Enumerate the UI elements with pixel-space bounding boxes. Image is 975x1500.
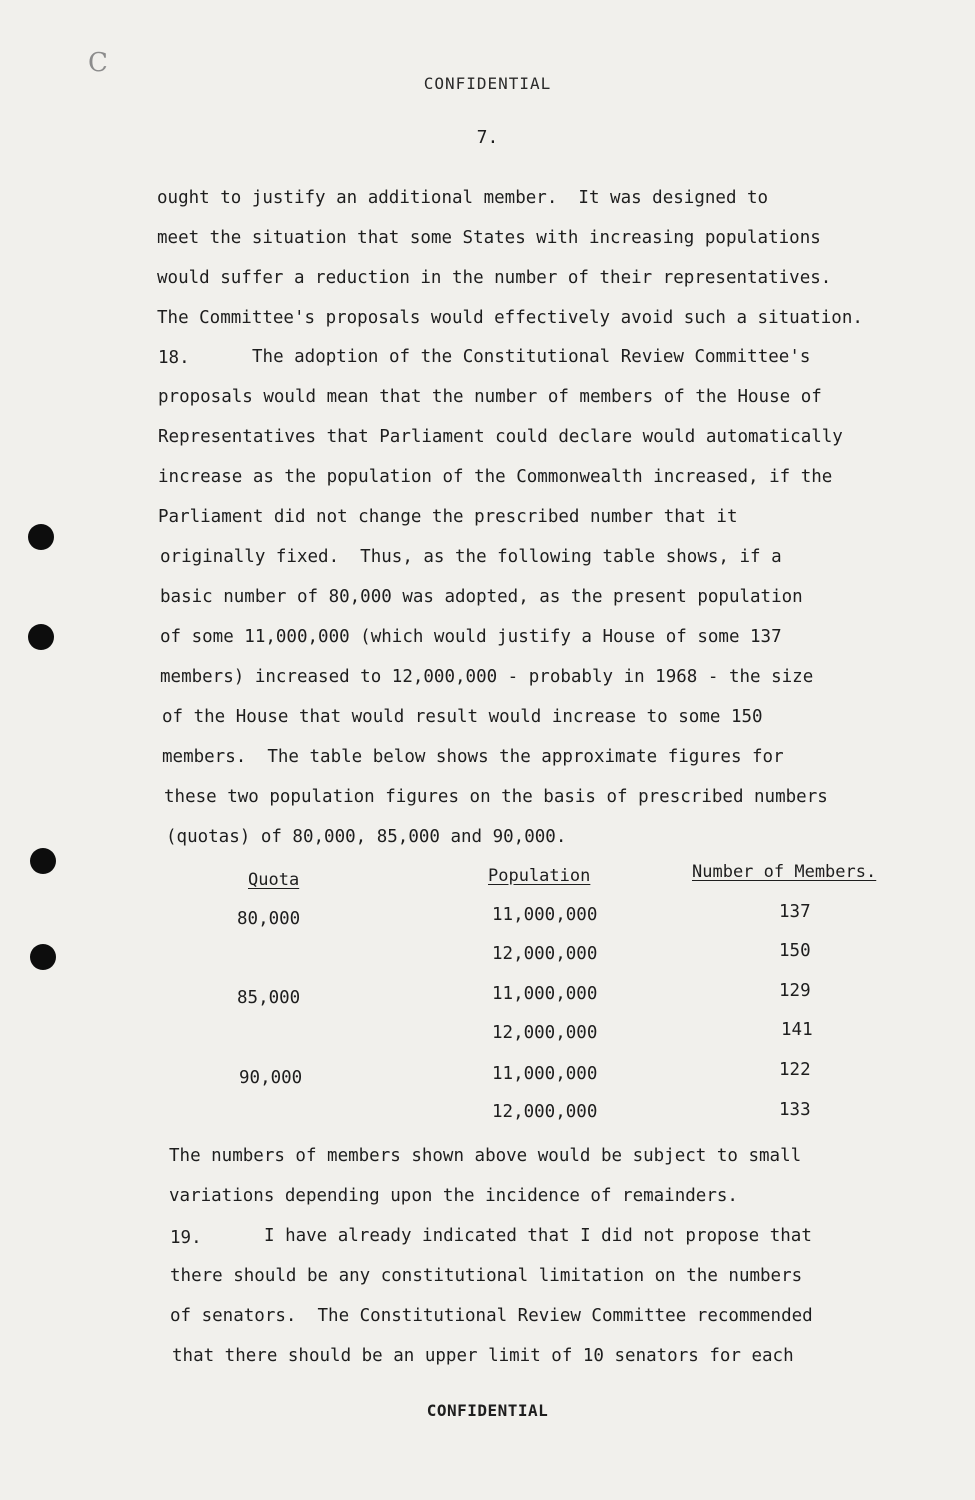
body-line: members. The table below shows the approximate figures for <box>162 747 784 767</box>
paragraph-number: 19. <box>170 1228 202 1248</box>
page-number: 7. <box>476 127 499 148</box>
table-cell-members: 133 <box>779 1100 811 1120</box>
table-cell-members: 137 <box>779 902 811 922</box>
body-line: these two population figures on the basis of prescribed numbers <box>164 787 828 807</box>
body-line: The adoption of the Constitutional Review Committee's <box>252 347 811 367</box>
table-cell-population: 11,000,000 <box>492 984 598 1004</box>
body-line: Representatives that Parliament could declare would automatically <box>158 427 843 447</box>
body-line: of senators. The Constitutional Review Committee recommended <box>170 1306 813 1326</box>
punch-hole-4 <box>30 944 56 970</box>
body-line: would suffer a reduction in the number of their representatives. <box>157 268 832 288</box>
punch-hole-2 <box>28 624 54 650</box>
body-line: of the House that would result would increase to some 150 <box>162 707 763 727</box>
table-cell-quota: 85,000 <box>237 988 301 1008</box>
body-line: The numbers of members shown above would be subject to small <box>169 1146 802 1166</box>
table-header-population: Population <box>488 866 591 886</box>
table-header-members: Number of Members. <box>692 862 877 882</box>
body-line: ought to justify an additional member. It was designed to <box>157 188 769 208</box>
table-header-quota: Quota <box>248 870 300 890</box>
body-line: originally fixed. Thus, as the following table shows, if a <box>160 547 782 567</box>
body-line: basic number of 80,000 was adopted, as the present population <box>160 587 803 607</box>
confidential-footer: CONFIDENTIAL <box>426 1401 549 1420</box>
table-cell-population: 12,000,000 <box>492 1102 598 1122</box>
body-line: of some 11,000,000 (which would justify a House of some 137 <box>160 627 782 647</box>
body-line: proposals would mean that the number of members of the House of <box>158 387 822 407</box>
punch-hole-1 <box>28 524 54 550</box>
body-line: Parliament did not change the prescribed number that it <box>158 507 738 527</box>
table-cell-population: 11,000,000 <box>492 1064 598 1084</box>
table-cell-quota: 80,000 <box>237 909 301 929</box>
confidential-header: CONFIDENTIAL <box>423 74 552 93</box>
table-cell-members: 150 <box>779 941 811 961</box>
body-line: (quotas) of 80,000, 85,000 and 90,000. <box>166 827 567 847</box>
body-line: The Committee's proposals would effectively avoid such a situation. <box>157 308 863 328</box>
corner-mark: C <box>88 48 108 78</box>
table-cell-population: 11,000,000 <box>492 905 598 925</box>
body-line: I have already indicated that I did not propose that <box>264 1226 812 1246</box>
table-cell-members: 141 <box>781 1020 813 1040</box>
body-line: meet the situation that some States with increasing populations <box>157 228 821 248</box>
punch-hole-3 <box>30 848 56 874</box>
body-line: increase as the population of the Commonwealth increased, if the <box>158 467 833 487</box>
paragraph-number: 18. <box>158 348 190 368</box>
body-line: members) increased to 12,000,000 - probably in 1968 - the size <box>160 667 814 687</box>
body-line: variations depending upon the incidence of remainders. <box>169 1186 738 1206</box>
body-line: there should be any constitutional limitation on the numbers <box>170 1266 803 1286</box>
table-cell-members: 129 <box>779 981 811 1001</box>
table-cell-population: 12,000,000 <box>492 944 598 964</box>
table-cell-quota: 90,000 <box>239 1068 303 1088</box>
body-line: that there should be an upper limit of 10 senators for each <box>172 1346 794 1366</box>
table-cell-members: 122 <box>779 1060 811 1080</box>
table-cell-population: 12,000,000 <box>492 1023 598 1043</box>
